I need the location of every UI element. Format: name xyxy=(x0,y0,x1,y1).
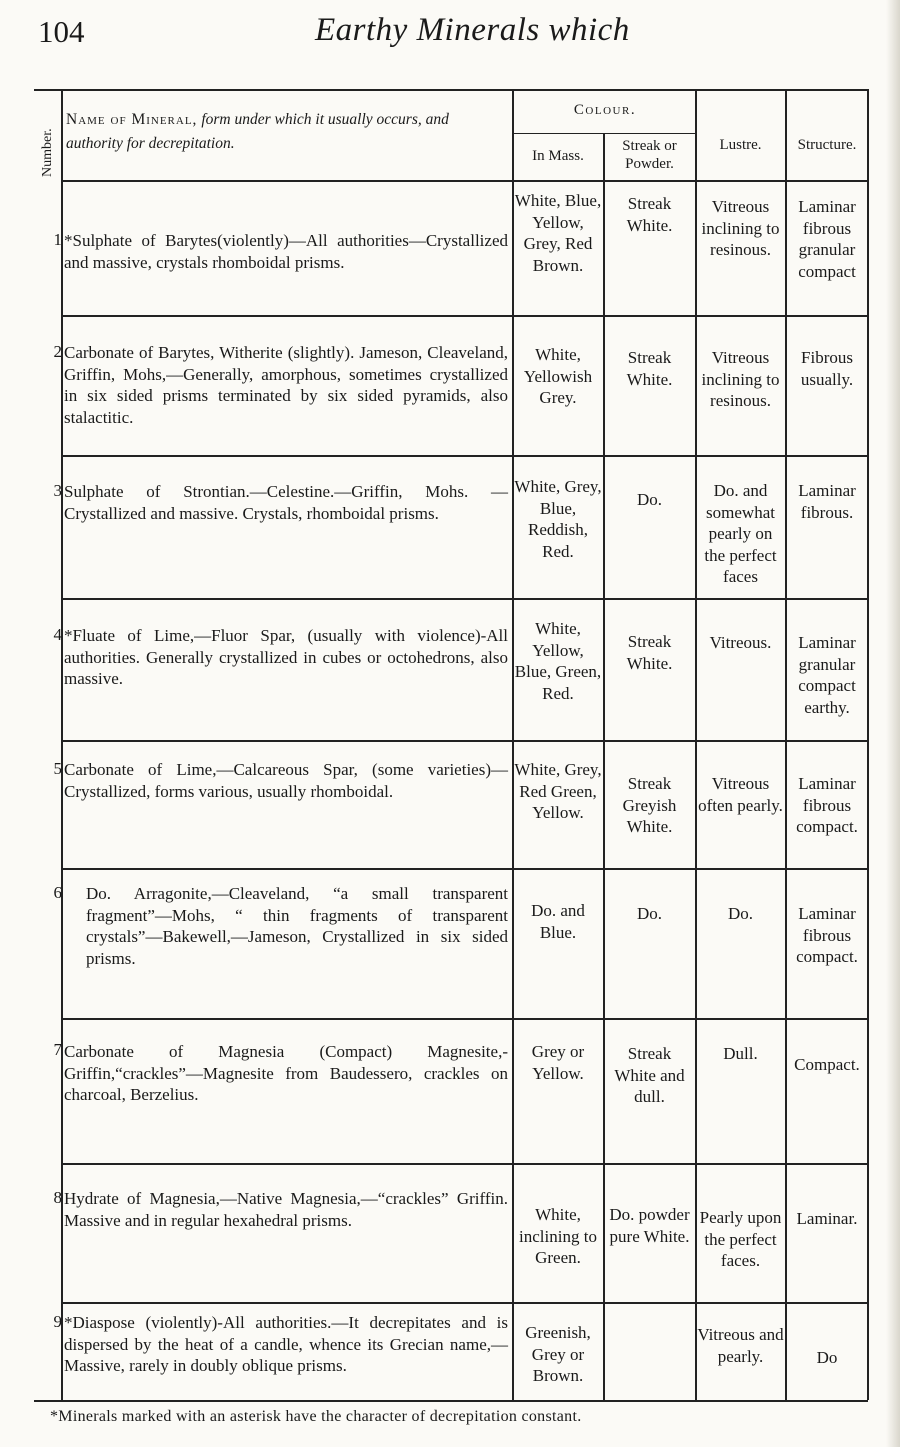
colour-in-mass: White, Grey, Blue, Reddish, Red. xyxy=(514,477,602,561)
name-header-label: Name of Mineral, xyxy=(66,111,198,128)
streak-or-powder: Streak White and dull. xyxy=(614,1044,685,1106)
row-divider xyxy=(62,315,868,317)
lustre: Dull. xyxy=(723,1044,758,1063)
structure: Fibrous usually. xyxy=(800,348,854,389)
name-header-description: form under which it usually occurs, and authority for decrepitation. xyxy=(66,111,449,152)
lustre: Vitreous often pearly. xyxy=(698,774,783,815)
structure-header: Structure. xyxy=(797,137,857,153)
colour-group-header: Colour. xyxy=(573,102,637,118)
mineral-name: *Sulphate of Barytes(violently)—All authorities—Crystallized and massive, crystals rhomboidal prisms. xyxy=(64,231,508,272)
page-number: 104 xyxy=(38,14,85,49)
structure: Laminar fibrous. xyxy=(798,481,856,522)
colour-in-mass: White, Blue, Yellow, Grey, Red Brown. xyxy=(514,191,602,275)
streak-or-powder: Streak White. xyxy=(626,632,673,673)
streak-or-powder: Do. powder pure White. xyxy=(609,1205,690,1246)
streak-column-rule xyxy=(695,89,697,1400)
structure: Compact. xyxy=(794,1055,860,1074)
structure: Laminar. xyxy=(796,1209,858,1228)
lustre: Vitreous inclining to resinous. xyxy=(701,197,780,259)
streak-or-powder: Do. xyxy=(636,490,663,509)
lustre: Pearly upon the perfect faces. xyxy=(699,1208,782,1270)
row-number: 9 xyxy=(53,1312,62,1331)
colour-in-mass: White, Yellowish Grey. xyxy=(523,345,593,407)
streak-or-powder: Streak Greyish White. xyxy=(622,774,677,836)
structure: Laminar granular compact earthy. xyxy=(798,633,856,717)
colour-in-mass: Greenish, Grey or Brown. xyxy=(525,1323,591,1385)
mineral-name: *Fluate of Lime,—Fluor Spar, (usually with violence)-All authorities. Generally crystallized in cubes or octohedrons, also massive. xyxy=(64,626,508,688)
lustre: Vitreous inclining to resinous. xyxy=(701,348,780,410)
streak-header: Streak or Powder. xyxy=(622,138,677,172)
lustre: Do. xyxy=(727,904,754,923)
mineral-name: Carbonate of Magnesia (Compact) Magnesite,-Griffin,“crackles”—Magnesite from Baudessero, crackles on charcoal, Berzelius. xyxy=(64,1042,508,1104)
name-column-header xyxy=(66,108,508,156)
row-number: 8 xyxy=(53,1188,62,1207)
lustre: Vitreous. xyxy=(709,633,772,652)
row-number: 7 xyxy=(53,1040,62,1059)
row-number: 6 xyxy=(53,883,62,902)
in-mass-header: In Mass. xyxy=(532,148,584,164)
streak-or-powder: Streak White. xyxy=(626,348,673,389)
table-bottom-rule xyxy=(34,1400,868,1402)
colour-in-mass: Do. and Blue. xyxy=(531,901,585,942)
lustre-column-rule xyxy=(785,89,787,1400)
row-number: 1 xyxy=(53,230,62,249)
row-number: 4 xyxy=(53,625,62,644)
structure-column-rule xyxy=(867,89,869,1400)
mineral-name: Do. Arragonite,—Cleaveland, “a small transparent fragment”—Mohs, “ thin fragments of transparent crystals”—Bakewell,—Jameson, Crystallized in six sided prisms. xyxy=(86,884,508,968)
lustre: Vitreous and pearly. xyxy=(697,1325,784,1366)
colour-in-mass: Grey or Yellow. xyxy=(531,1042,585,1083)
streak-or-powder: Streak White. xyxy=(626,194,673,235)
row-divider xyxy=(62,455,868,457)
mineral-name: Hydrate of Magnesia,—Native Magnesia,—“crackles” Griffin. Massive and in regular hexahedral prisms. xyxy=(64,1189,508,1230)
row-number: 5 xyxy=(53,759,62,778)
number-column-header: Number. xyxy=(40,128,55,177)
row-number: 3 xyxy=(53,481,62,500)
structure: Laminar fibrous compact. xyxy=(796,774,858,836)
row-number: 2 xyxy=(53,342,62,361)
row-divider xyxy=(62,1163,868,1165)
colour-header-rule xyxy=(512,133,695,134)
structure: Laminar fibrous compact. xyxy=(796,904,858,966)
page-edge-shadow xyxy=(886,0,900,1447)
in-mass-column-rule xyxy=(603,134,605,1400)
colour-in-mass: White, Grey, Red Green, Yellow. xyxy=(514,760,602,822)
lustre-header: Lustre. xyxy=(719,137,762,153)
row-divider xyxy=(62,740,868,742)
row-divider xyxy=(62,598,868,600)
colour-in-mass: White, inclining to Green. xyxy=(519,1205,597,1267)
mineral-name: Carbonate of Lime,—Calcareous Spar, (some varieties)—Crystallized, forms various, usually rhomboidal. xyxy=(64,760,508,801)
colour-in-mass: White, Yellow, Blue, Green, Red. xyxy=(514,619,602,703)
streak-or-powder: Do. xyxy=(636,904,663,923)
header-bottom-rule xyxy=(62,180,868,182)
mineral-name: Sulphate of Strontian.—Celestine.—Griffin, Mohs. —Crystallized and massive. Crystals, rhomboidal prisms. xyxy=(64,482,508,523)
structure: Do xyxy=(816,1348,838,1367)
footnote: *Minerals marked with an asterisk have the character of decrepitation constant. xyxy=(50,1408,582,1425)
mineral-name: *Diaspose (violently)-All authorities.—It decrepitates and is dispersed by the heat of a candle, whence its Grecian name,—Massive, rarely in doubly oblique prisms. xyxy=(64,1313,508,1375)
running-title: Earthy Minerals which xyxy=(315,12,630,48)
row-divider xyxy=(62,868,868,870)
lustre: Do. and somewhat pearly on the perfect faces xyxy=(704,481,777,586)
structure: Laminar fibrous granular compact xyxy=(798,197,856,281)
table-top-rule xyxy=(34,89,868,91)
row-divider xyxy=(62,1302,868,1304)
row-divider xyxy=(62,1018,868,1020)
mineral-name: Carbonate of Barytes, Witherite (slightly). Jameson, Cleaveland, Griffin, Mohs,—Generally, amorphous, sometimes crystallized in six sided prisms terminated by six sided pyramids, also stalactitic. xyxy=(64,343,508,427)
